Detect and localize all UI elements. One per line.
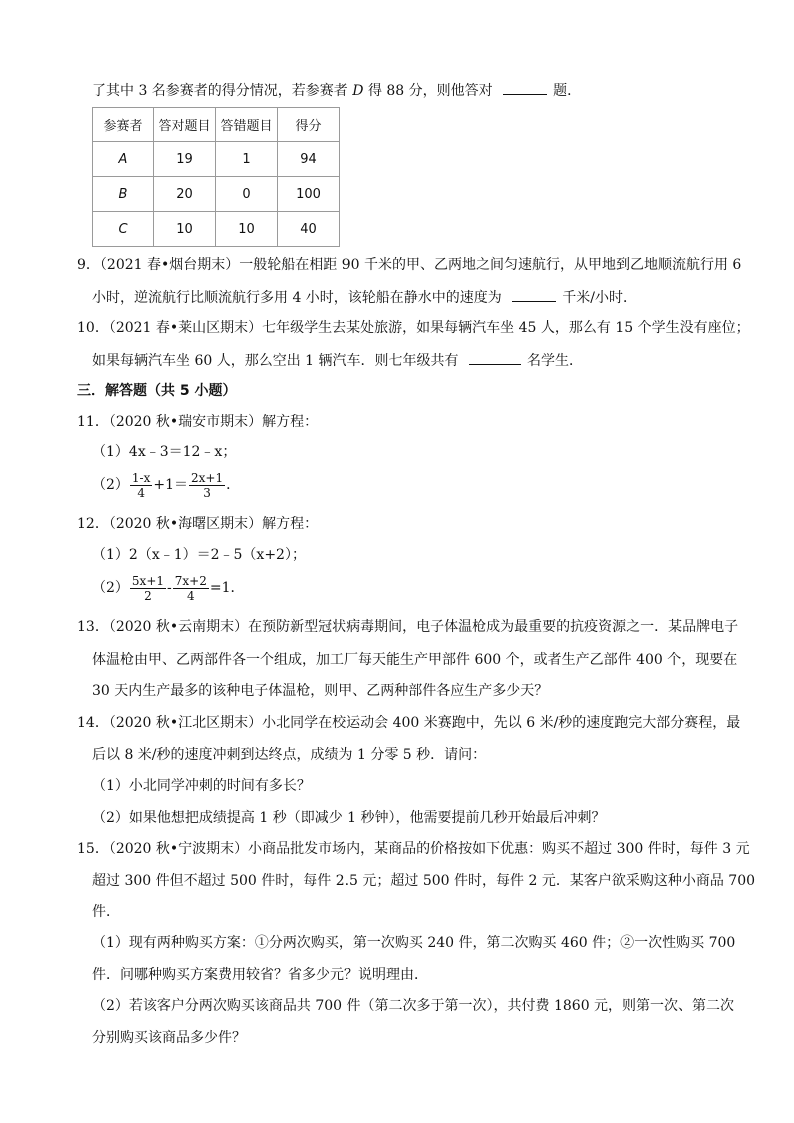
table-cell: 20 <box>154 177 216 212</box>
fraction-numerator: 1-x <box>131 470 151 485</box>
q10-line2 <box>92 350 583 371</box>
table-cell: B <box>93 177 154 212</box>
q12-part1: （1）2（x﹣1）＝2﹣5（x+2）； <box>92 547 306 563</box>
q15-line3: 件． <box>92 904 120 920</box>
q14-part1: （1）小北同学冲刺的时间有多长？ <box>92 778 311 794</box>
q9-line2 <box>92 287 637 308</box>
q9-part-b: 千米/小时． <box>562 290 637 306</box>
q9-line1: 9．（2021 春•烟台期末）一般轮船在相距 90 千米的甲、乙两地之间匀速航行，从甲地到乙地顺流航行用 6 <box>77 257 742 273</box>
fraction <box>130 574 166 603</box>
fraction-denominator: 4 <box>186 588 195 603</box>
q11-part2-prefix: （2） <box>92 477 129 493</box>
fraction <box>130 471 152 500</box>
table-header: 得分 <box>278 108 340 142</box>
fraction <box>173 574 209 603</box>
table-header: 答对题目 <box>154 108 216 142</box>
q8-part-b: 得 88 分，则他答对 <box>363 83 498 99</box>
q11-part2-suffix: ． <box>226 477 241 493</box>
table-cell: 10 <box>154 212 216 247</box>
q10-part-b: 名学生． <box>526 353 583 369</box>
table-cell: 40 <box>278 212 340 247</box>
q13-line1: 13．（2020 秋•云南期末）在预防新型冠状病毒期间，电子体温枪成为最重要的抗疫资源之一．某品牌电子 <box>77 619 739 635</box>
q11-part2-mid: +1＝ <box>153 477 189 493</box>
answer-blank[interactable] <box>512 287 556 302</box>
q11-part1: （1）4x﹣3＝12﹣x； <box>92 444 237 460</box>
fraction-denominator: 4 <box>137 485 145 500</box>
table-cell: 19 <box>154 142 216 177</box>
q8-text <box>92 80 581 101</box>
table-header: 答错题目 <box>216 108 278 142</box>
table-cell: 1 <box>216 142 278 177</box>
q10-line1: 10．（2021 春•莱山区期末）七年级学生去某处旅游，如果每辆汽车坐 45 人，那么有 15 个学生没有座位； <box>77 320 750 336</box>
q8-variable: D <box>352 83 364 99</box>
q12-part2-mid: - <box>167 580 172 596</box>
table-cell: A <box>93 142 154 177</box>
q14-part2: （2）如果他想把成绩提高 1 秒（即减少 1 秒钟），他需要提前几秒开始最后冲刺？ <box>92 810 606 826</box>
fraction-numerator: 5x+1 <box>131 573 165 588</box>
table-cell: 94 <box>278 142 340 177</box>
answer-blank[interactable] <box>469 350 521 365</box>
q13-line2: 体温枪由甲、乙两部件各一个组成，加工厂每天能生产甲部件 600 个，或者生产乙部件 400 个，现要在 <box>92 652 738 668</box>
fraction-numerator: 2x+1 <box>191 470 224 485</box>
table-header: 参赛者 <box>93 108 154 142</box>
q11-part2 <box>92 468 240 502</box>
table-cell: 100 <box>278 177 340 212</box>
fraction <box>189 471 225 500</box>
q8-part-c: 题． <box>553 83 582 99</box>
table-cell: 0 <box>216 177 278 212</box>
q15-part1-line2: 件．问哪种购买方案费用较省？省多少元？说明理由． <box>92 967 428 983</box>
table-header-row <box>93 108 340 142</box>
fraction-denominator: 2 <box>144 588 152 603</box>
q8-part-a: 了其中 3 名参赛者的得分情况，若参赛者 <box>92 83 353 99</box>
q15-line2: 超过 300 件但不超过 500 件时，每件 2.5 元；超过 500 件时，每件 2 元．某客户欲采购这种小商品 700 <box>92 873 756 889</box>
table-cell: C <box>93 212 154 247</box>
q11-line1: 11．（2020 秋•瑞安市期末）解方程： <box>77 414 319 430</box>
q15-part2-line2: 分别购买该商品多少件？ <box>92 1030 246 1046</box>
q12-line1: 12．（2020 秋•海曙区期末）解方程： <box>77 516 319 532</box>
table-row <box>93 142 340 177</box>
table-row <box>93 177 340 212</box>
section-title: 三．解答题（共 5 小题） <box>77 383 237 399</box>
score-table <box>92 107 340 247</box>
fraction-denominator: 3 <box>203 485 211 500</box>
fraction-numerator: 7x+2 <box>174 573 207 588</box>
q12-part2-suffix: =1． <box>209 580 245 596</box>
table-cell: 10 <box>216 212 278 247</box>
q14-line1: 14．（2020 秋•江北区期末）小北同学在校运动会 400 米赛跑中，先以 6 米/秒的速度跑完大部分赛程，最 <box>77 715 741 731</box>
q12-part2-prefix: （2） <box>92 580 129 596</box>
table-row <box>93 212 340 247</box>
q15-part1-line1: （1）现有两种购买方案：①分两次购买，第一次购买 240 件，第二次购买 460 件；②一次性购买 700 <box>92 935 736 951</box>
q13-line3: 30 天内生产最多的该种电子体温枪，则甲、乙两种部件各应生产多少天？ <box>92 683 549 699</box>
q12-part2 <box>92 571 244 605</box>
q10-part-a: 如果每辆汽车坐 60 人，那么空出 1 辆汽车．则七年级共有 <box>92 353 463 369</box>
q15-line1: 15．（2020 秋•宁波期末）小商品批发市场内，某商品的价格按如下优惠：购买不超过 300 件时，每件 3 元 <box>77 841 750 857</box>
q9-part-a: 小时，逆流航行比顺流航行多用 4 小时，该轮船在静水中的速度为 <box>92 290 507 306</box>
q15-part2-line1: （2）若该客户分两次购买该商品共 700 件（第二次多于第一次），共付费 1860 元，则第一次、第二次 <box>92 998 735 1014</box>
answer-blank[interactable] <box>503 80 547 95</box>
q14-line2: 后以 8 米/秒的速度冲刺到达终点，成绩为 1 分零 5 秒．请问： <box>92 747 487 763</box>
